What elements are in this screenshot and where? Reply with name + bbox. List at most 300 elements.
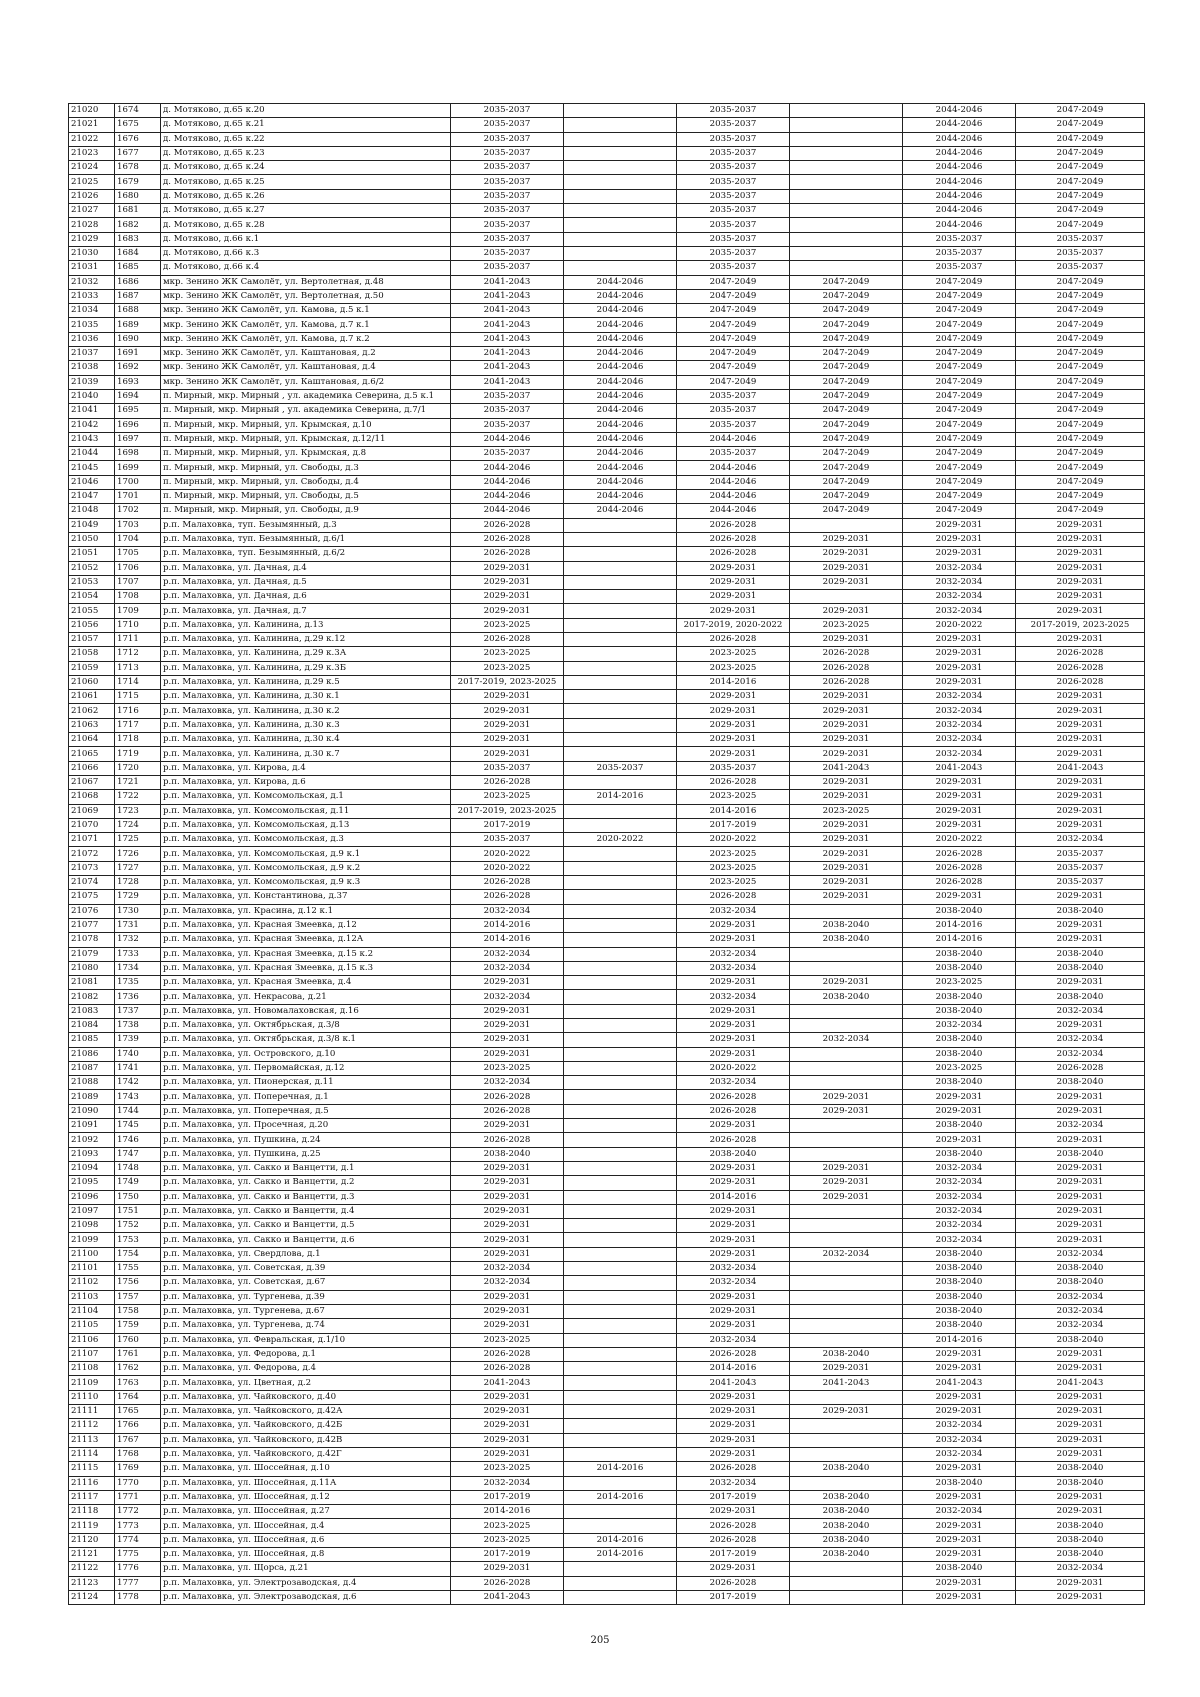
period-cell-6: 2029-2031 — [1016, 575, 1145, 589]
house-number-cell: 1722 — [115, 790, 161, 804]
period-cell-4: 2026-2028 — [790, 647, 903, 661]
period-cell-5: 2029-2031 — [903, 675, 1016, 689]
address-cell: р.п. Малаховка, ул. Шоссейная, д.11А — [161, 1476, 451, 1490]
period-cell-5: 2032-2034 — [903, 575, 1016, 589]
period-cell-2 — [564, 1147, 677, 1161]
period-cell-6: 2026-2028 — [1016, 675, 1145, 689]
capital-repair-schedule-table — [68, 103, 1145, 1605]
house-number-cell: 1743 — [115, 1090, 161, 1104]
period-cell-3: 2035-2037 — [677, 404, 790, 418]
period-cell-6: 2029-2031 — [1016, 718, 1145, 732]
house-number-cell: 1693 — [115, 375, 161, 389]
period-cell-3: 2029-2031 — [677, 1247, 790, 1261]
period-cell-2 — [564, 1362, 677, 1376]
period-cell-6: 2026-2028 — [1016, 661, 1145, 675]
period-cell-2 — [564, 175, 677, 189]
period-cell-3: 2029-2031 — [677, 1419, 790, 1433]
period-cell-5: 2047-2049 — [903, 389, 1016, 403]
period-cell-5: 2035-2037 — [903, 232, 1016, 246]
period-cell-4: 2029-2031 — [790, 861, 903, 875]
house-number-cell: 1681 — [115, 204, 161, 218]
row-id-cell: 21087 — [69, 1061, 115, 1075]
period-cell-3: 2035-2037 — [677, 761, 790, 775]
period-cell-2 — [564, 1419, 677, 1433]
table-row — [69, 1004, 1145, 1018]
period-cell-1: 2026-2028 — [451, 518, 564, 532]
address-cell: р.п. Малаховка, ул. Пушкина, д.24 — [161, 1133, 451, 1147]
period-cell-3: 2038-2040 — [677, 1147, 790, 1161]
period-cell-3: 2026-2028 — [677, 1347, 790, 1361]
table-row — [69, 104, 1145, 118]
period-cell-4 — [790, 204, 903, 218]
period-cell-1: 2023-2025 — [451, 661, 564, 675]
table-row — [69, 332, 1145, 346]
period-cell-6: 2035-2037 — [1016, 847, 1145, 861]
period-cell-2 — [564, 1104, 677, 1118]
period-cell-6: 2029-2031 — [1016, 1362, 1145, 1376]
period-cell-1: 2041-2043 — [451, 347, 564, 361]
period-cell-5: 2038-2040 — [903, 1147, 1016, 1161]
period-cell-5: 2029-2031 — [903, 547, 1016, 561]
period-cell-4: 2029-2031 — [790, 890, 903, 904]
period-cell-6: 2029-2031 — [1016, 1590, 1145, 1604]
period-cell-2 — [564, 1033, 677, 1047]
period-cell-5: 2047-2049 — [903, 332, 1016, 346]
period-cell-5: 2032-2034 — [903, 604, 1016, 618]
period-cell-4: 2032-2034 — [790, 1033, 903, 1047]
period-cell-5: 2047-2049 — [903, 289, 1016, 303]
period-cell-3: 2029-2031 — [677, 690, 790, 704]
period-cell-5: 2029-2031 — [903, 661, 1016, 675]
period-cell-6: 2035-2037 — [1016, 232, 1145, 246]
period-cell-6: 2047-2049 — [1016, 204, 1145, 218]
period-cell-3: 2029-2031 — [677, 1119, 790, 1133]
period-cell-6: 2038-2040 — [1016, 1476, 1145, 1490]
period-cell-2 — [564, 675, 677, 689]
table-row — [69, 547, 1145, 561]
house-number-cell: 1711 — [115, 632, 161, 646]
period-cell-2: 2020-2022 — [564, 833, 677, 847]
house-number-cell: 1752 — [115, 1219, 161, 1233]
period-cell-3: 2029-2031 — [677, 718, 790, 732]
table-row — [69, 575, 1145, 589]
period-cell-1: 2023-2025 — [451, 1333, 564, 1347]
house-number-cell: 1738 — [115, 1019, 161, 1033]
period-cell-1: 2017-2019 — [451, 1490, 564, 1504]
row-id-cell: 21117 — [69, 1490, 115, 1504]
period-cell-4 — [790, 518, 903, 532]
period-cell-1: 2029-2031 — [451, 976, 564, 990]
address-cell: д. Мотяково, д.65 к.23 — [161, 146, 451, 160]
table-row — [69, 861, 1145, 875]
period-cell-4: 2041-2043 — [790, 1376, 903, 1390]
row-id-cell: 21062 — [69, 704, 115, 718]
period-cell-4 — [790, 1061, 903, 1075]
period-cell-3: 2029-2031 — [677, 604, 790, 618]
row-id-cell: 21038 — [69, 361, 115, 375]
house-number-cell: 1729 — [115, 890, 161, 904]
row-id-cell: 21119 — [69, 1519, 115, 1533]
address-cell: мкр. Зенино ЖК Самолёт, ул. Камова, д.5 к.1 — [161, 304, 451, 318]
period-cell-2: 2044-2046 — [564, 361, 677, 375]
table-row — [69, 1547, 1145, 1561]
address-cell: мкр. Зенино ЖК Самолёт, ул. Камова, д.7 к.2 — [161, 332, 451, 346]
period-cell-2: 2044-2046 — [564, 318, 677, 332]
house-number-cell: 1714 — [115, 675, 161, 689]
house-number-cell: 1763 — [115, 1376, 161, 1390]
table-row — [69, 1490, 1145, 1504]
period-cell-5: 2032-2034 — [903, 733, 1016, 747]
period-cell-3: 2026-2028 — [677, 1576, 790, 1590]
row-id-cell: 21036 — [69, 332, 115, 346]
period-cell-5: 2032-2034 — [903, 1176, 1016, 1190]
row-id-cell: 21090 — [69, 1104, 115, 1118]
period-cell-6: 2032-2034 — [1016, 1562, 1145, 1576]
house-number-cell: 1699 — [115, 461, 161, 475]
period-cell-5: 2032-2034 — [903, 561, 1016, 575]
row-id-cell: 21082 — [69, 990, 115, 1004]
table-row — [69, 590, 1145, 604]
table-row — [69, 804, 1145, 818]
period-cell-3: 2029-2031 — [677, 1219, 790, 1233]
period-cell-2: 2044-2046 — [564, 447, 677, 461]
period-cell-6: 2029-2031 — [1016, 1090, 1145, 1104]
period-cell-1: 2023-2025 — [451, 647, 564, 661]
period-cell-3: 2035-2037 — [677, 161, 790, 175]
period-cell-2 — [564, 590, 677, 604]
house-number-cell: 1687 — [115, 289, 161, 303]
table-row — [69, 790, 1145, 804]
period-cell-4: 2029-2031 — [790, 976, 903, 990]
period-cell-6: 2029-2031 — [1016, 704, 1145, 718]
period-cell-5: 2044-2046 — [903, 204, 1016, 218]
period-cell-3: 2026-2028 — [677, 547, 790, 561]
period-cell-4: 2041-2043 — [790, 761, 903, 775]
house-number-cell: 1705 — [115, 547, 161, 561]
row-id-cell: 21069 — [69, 804, 115, 818]
house-number-cell: 1730 — [115, 904, 161, 918]
row-id-cell: 21116 — [69, 1476, 115, 1490]
period-cell-2 — [564, 976, 677, 990]
period-cell-5: 2047-2049 — [903, 490, 1016, 504]
period-cell-1: 2029-2031 — [451, 704, 564, 718]
period-cell-6: 2029-2031 — [1016, 690, 1145, 704]
period-cell-5: 2026-2028 — [903, 861, 1016, 875]
period-cell-2 — [564, 733, 677, 747]
house-number-cell: 1772 — [115, 1505, 161, 1519]
row-id-cell: 21051 — [69, 547, 115, 561]
period-cell-5: 2038-2040 — [903, 947, 1016, 961]
period-cell-1: 2035-2037 — [451, 146, 564, 160]
period-cell-6: 2032-2034 — [1016, 1247, 1145, 1261]
period-cell-1: 2044-2046 — [451, 504, 564, 518]
period-cell-4: 2038-2040 — [790, 1347, 903, 1361]
address-cell: р.п. Малаховка, туп. Безымянный, д.6/2 — [161, 547, 451, 561]
row-id-cell: 21024 — [69, 161, 115, 175]
period-cell-5: 2047-2049 — [903, 432, 1016, 446]
address-cell: р.п. Малаховка, ул. Пушкина, д.25 — [161, 1147, 451, 1161]
row-id-cell: 21048 — [69, 504, 115, 518]
address-cell: р.п. Малаховка, ул. Шоссейная, д.10 — [161, 1462, 451, 1476]
period-cell-2 — [564, 775, 677, 789]
address-cell: р.п. Малаховка, ул. Поперечная, д.5 — [161, 1104, 451, 1118]
period-cell-5: 2044-2046 — [903, 104, 1016, 118]
period-cell-3: 2044-2046 — [677, 461, 790, 475]
period-cell-2: 2014-2016 — [564, 790, 677, 804]
period-cell-4: 2029-2031 — [790, 1190, 903, 1204]
period-cell-1: 2041-2043 — [451, 318, 564, 332]
period-cell-6: 2029-2031 — [1016, 1176, 1145, 1190]
period-cell-2: 2044-2046 — [564, 389, 677, 403]
address-cell: р.п. Малаховка, ул. Свердлова, д.1 — [161, 1247, 451, 1261]
period-cell-1: 2026-2028 — [451, 1576, 564, 1590]
address-cell: р.п. Малаховка, ул. Калинина, д.29 к.3Б — [161, 661, 451, 675]
table-row — [69, 818, 1145, 832]
house-number-cell: 1736 — [115, 990, 161, 1004]
period-cell-2 — [564, 961, 677, 975]
period-cell-5: 2035-2037 — [903, 261, 1016, 275]
period-cell-4: 2029-2031 — [790, 575, 903, 589]
period-cell-5: 2029-2031 — [903, 1090, 1016, 1104]
period-cell-4: 2047-2049 — [790, 361, 903, 375]
house-number-cell: 1747 — [115, 1147, 161, 1161]
table-row — [69, 1233, 1145, 1247]
period-cell-2 — [564, 575, 677, 589]
row-id-cell: 21104 — [69, 1304, 115, 1318]
table-row — [69, 890, 1145, 904]
period-cell-2 — [564, 218, 677, 232]
row-id-cell: 21076 — [69, 904, 115, 918]
period-cell-6: 2029-2031 — [1016, 1219, 1145, 1233]
period-cell-4: 2029-2031 — [790, 561, 903, 575]
row-id-cell: 21081 — [69, 976, 115, 990]
table-row — [69, 1476, 1145, 1490]
period-cell-6: 2029-2031 — [1016, 976, 1145, 990]
table-row — [69, 1562, 1145, 1576]
period-cell-5: 2014-2016 — [903, 1333, 1016, 1347]
period-cell-1: 2026-2028 — [451, 1133, 564, 1147]
period-cell-5: 2038-2040 — [903, 1119, 1016, 1133]
address-cell: д. Мотяково, д.65 к.21 — [161, 118, 451, 132]
period-cell-4 — [790, 1290, 903, 1304]
house-number-cell: 1710 — [115, 618, 161, 632]
period-cell-1: 2029-2031 — [451, 747, 564, 761]
address-cell: д. Мотяково, д.66 к.4 — [161, 261, 451, 275]
table-row — [69, 1290, 1145, 1304]
period-cell-6: 2032-2034 — [1016, 1304, 1145, 1318]
address-cell: р.п. Малаховка, ул. Сакко и Ванцетти, д.3 — [161, 1190, 451, 1204]
period-cell-6: 2047-2049 — [1016, 118, 1145, 132]
table-row — [69, 1447, 1145, 1461]
house-number-cell: 1756 — [115, 1276, 161, 1290]
period-cell-4: 2029-2031 — [790, 775, 903, 789]
period-cell-3: 2029-2031 — [677, 561, 790, 575]
period-cell-6: 2047-2049 — [1016, 475, 1145, 489]
period-cell-1: 2023-2025 — [451, 790, 564, 804]
period-cell-6: 2029-2031 — [1016, 518, 1145, 532]
period-cell-1: 2029-2031 — [451, 1190, 564, 1204]
table-row — [69, 1076, 1145, 1090]
period-cell-3: 2047-2049 — [677, 304, 790, 318]
table-row — [69, 1147, 1145, 1161]
period-cell-2 — [564, 818, 677, 832]
address-cell: мкр. Зенино ЖК Самолёт, ул. Каштановая, д.2 — [161, 347, 451, 361]
address-cell: р.п. Малаховка, ул. Красная Змеевка, д.4 — [161, 976, 451, 990]
address-cell: р.п. Малаховка, ул. Чайковского, д.42А — [161, 1405, 451, 1419]
period-cell-2 — [564, 947, 677, 961]
row-id-cell: 21072 — [69, 847, 115, 861]
period-cell-2 — [564, 1004, 677, 1018]
period-cell-4 — [790, 1076, 903, 1090]
table-row — [69, 675, 1145, 689]
house-number-cell: 1746 — [115, 1133, 161, 1147]
period-cell-6: 2017-2019, 2023-2025 — [1016, 618, 1145, 632]
house-number-cell: 1725 — [115, 833, 161, 847]
period-cell-3: 2035-2037 — [677, 204, 790, 218]
period-cell-1: 2032-2034 — [451, 947, 564, 961]
period-cell-6: 2026-2028 — [1016, 647, 1145, 661]
table-row — [69, 1047, 1145, 1061]
address-cell: р.п. Малаховка, ул. Комсомольская, д.3 — [161, 833, 451, 847]
address-cell: р.п. Малаховка, ул. Октябрьская, д.3/8 к.1 — [161, 1033, 451, 1047]
period-cell-6: 2029-2031 — [1016, 933, 1145, 947]
period-cell-5: 2029-2031 — [903, 1390, 1016, 1404]
period-cell-3: 2029-2031 — [677, 704, 790, 718]
house-number-cell: 1739 — [115, 1033, 161, 1047]
period-cell-4: 2047-2049 — [790, 475, 903, 489]
period-cell-3: 2029-2031 — [677, 918, 790, 932]
period-cell-3: 2047-2049 — [677, 289, 790, 303]
period-cell-3: 2029-2031 — [677, 1405, 790, 1419]
period-cell-2: 2044-2046 — [564, 490, 677, 504]
table-row — [69, 1276, 1145, 1290]
row-id-cell: 21022 — [69, 132, 115, 146]
period-cell-5: 2029-2031 — [903, 518, 1016, 532]
house-number-cell: 1712 — [115, 647, 161, 661]
period-cell-6: 2029-2031 — [1016, 1019, 1145, 1033]
house-number-cell: 1689 — [115, 318, 161, 332]
period-cell-6: 2032-2034 — [1016, 1047, 1145, 1061]
period-cell-5: 2029-2031 — [903, 1533, 1016, 1547]
address-cell: п. Мирный, мкр. Мирный , ул. академика Северина, д.7/1 — [161, 404, 451, 418]
period-cell-4: 2029-2031 — [790, 818, 903, 832]
period-cell-3: 2035-2037 — [677, 146, 790, 160]
period-cell-6: 2047-2049 — [1016, 146, 1145, 160]
period-cell-3: 2026-2028 — [677, 1519, 790, 1533]
period-cell-2 — [564, 1433, 677, 1447]
address-cell: р.п. Малаховка, ул. Тургенева, д.67 — [161, 1304, 451, 1318]
row-id-cell: 21084 — [69, 1019, 115, 1033]
period-cell-2 — [564, 618, 677, 632]
table-row — [69, 933, 1145, 947]
house-number-cell: 1767 — [115, 1433, 161, 1447]
table-row — [69, 761, 1145, 775]
house-number-cell: 1691 — [115, 347, 161, 361]
period-cell-4: 2029-2031 — [790, 1176, 903, 1190]
address-cell: р.п. Малаховка, ул. Калинина, д.29 к.5 — [161, 675, 451, 689]
period-cell-1: 2029-2031 — [451, 1161, 564, 1175]
period-cell-3: 2029-2031 — [677, 733, 790, 747]
period-cell-5: 2020-2022 — [903, 618, 1016, 632]
address-cell: р.п. Малаховка, ул. Калинина, д.30 к.2 — [161, 704, 451, 718]
period-cell-6: 2032-2034 — [1016, 1033, 1145, 1047]
address-cell: д. Мотяково, д.65 к.25 — [161, 175, 451, 189]
row-id-cell: 21025 — [69, 175, 115, 189]
period-cell-6: 2047-2049 — [1016, 418, 1145, 432]
table-row — [69, 1505, 1145, 1519]
period-cell-1: 2035-2037 — [451, 418, 564, 432]
period-cell-6: 2047-2049 — [1016, 347, 1145, 361]
period-cell-1: 2035-2037 — [451, 189, 564, 203]
period-cell-5: 2047-2049 — [903, 275, 1016, 289]
period-cell-1: 2041-2043 — [451, 1590, 564, 1604]
period-cell-2 — [564, 632, 677, 646]
row-id-cell: 21033 — [69, 289, 115, 303]
table-row — [69, 1119, 1145, 1133]
row-id-cell: 21049 — [69, 518, 115, 532]
period-cell-1: 2029-2031 — [451, 1204, 564, 1218]
period-cell-2 — [564, 1219, 677, 1233]
period-cell-3: 2035-2037 — [677, 104, 790, 118]
period-cell-2 — [564, 990, 677, 1004]
period-cell-6: 2038-2040 — [1016, 1547, 1145, 1561]
period-cell-1: 2032-2034 — [451, 1262, 564, 1276]
period-cell-1: 2029-2031 — [451, 604, 564, 618]
period-cell-3: 2035-2037 — [677, 246, 790, 260]
period-cell-6: 2029-2031 — [1016, 1576, 1145, 1590]
row-id-cell: 21056 — [69, 618, 115, 632]
period-cell-2 — [564, 718, 677, 732]
row-id-cell: 21086 — [69, 1047, 115, 1061]
period-cell-5: 2029-2031 — [903, 1347, 1016, 1361]
period-cell-2 — [564, 1090, 677, 1104]
period-cell-1: 2035-2037 — [451, 161, 564, 175]
period-cell-3: 2032-2034 — [677, 1476, 790, 1490]
period-cell-3: 2026-2028 — [677, 890, 790, 904]
table-row — [69, 1262, 1145, 1276]
table-row — [69, 1219, 1145, 1233]
period-cell-1: 2023-2025 — [451, 1061, 564, 1075]
period-cell-4: 2047-2049 — [790, 447, 903, 461]
period-cell-5: 2032-2034 — [903, 590, 1016, 604]
period-cell-3: 2020-2022 — [677, 833, 790, 847]
period-cell-4: 2047-2049 — [790, 347, 903, 361]
house-number-cell: 1771 — [115, 1490, 161, 1504]
row-id-cell: 21042 — [69, 418, 115, 432]
period-cell-1: 2035-2037 — [451, 447, 564, 461]
period-cell-6: 2032-2034 — [1016, 1004, 1145, 1018]
period-cell-3: 2026-2028 — [677, 1090, 790, 1104]
period-cell-6: 2026-2028 — [1016, 1061, 1145, 1075]
period-cell-2 — [564, 933, 677, 947]
period-cell-3: 2032-2034 — [677, 1333, 790, 1347]
period-cell-4: 2047-2049 — [790, 332, 903, 346]
table-row — [69, 604, 1145, 618]
address-cell: р.п. Малаховка, ул. Дачная, д.7 — [161, 604, 451, 618]
period-cell-4 — [790, 118, 903, 132]
row-id-cell: 21123 — [69, 1576, 115, 1590]
period-cell-6: 2038-2040 — [1016, 1076, 1145, 1090]
period-cell-5: 2038-2040 — [903, 1076, 1016, 1090]
period-cell-2: 2044-2046 — [564, 432, 677, 446]
period-cell-2 — [564, 532, 677, 546]
period-cell-5: 2038-2040 — [903, 990, 1016, 1004]
period-cell-2 — [564, 1247, 677, 1261]
period-cell-4 — [790, 1433, 903, 1447]
period-cell-1: 2029-2031 — [451, 1447, 564, 1461]
period-cell-2 — [564, 132, 677, 146]
table-row — [69, 232, 1145, 246]
